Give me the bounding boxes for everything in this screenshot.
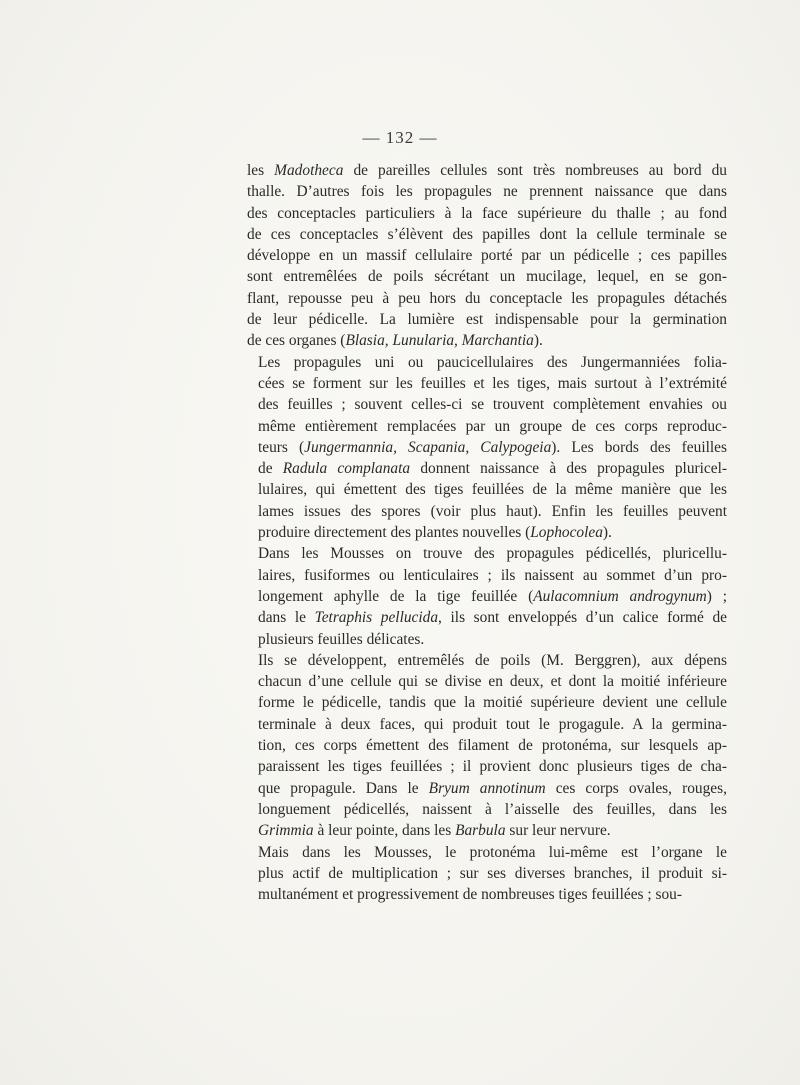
text-line	[247, 181, 727, 202]
text-line	[247, 863, 727, 884]
italic-term: Aulacomnium androgynum	[533, 587, 707, 605]
text-run: chacun d’une cellule qui se divise en deux, et dont la moitié inférieure	[258, 673, 727, 691]
text-line	[247, 203, 727, 224]
text-run: ). Les bords des feuilles	[551, 438, 727, 456]
text-run: des feuilles ; souvent celles-ci se trouvent complètement envahies ou	[258, 396, 727, 414]
text-run: plus actif de multiplication ; sur ses diverses branches, il produit si-	[258, 864, 727, 882]
italic-term: Bryum annotinum	[428, 779, 546, 797]
text-run: ) ;	[706, 587, 727, 605]
text-run: de ces conceptacles s’élèvent des papilles dont la cellule terminale se	[247, 225, 727, 243]
text-line	[247, 671, 727, 692]
text-run: multanément et progressivement de nombreuses tiges feuillées ; sou-	[258, 886, 682, 904]
text-line	[247, 437, 727, 458]
paragraph	[247, 160, 727, 352]
text-run: sur leur nervure.	[505, 822, 611, 840]
paragraph	[247, 352, 727, 544]
text-line	[247, 352, 727, 373]
italic-term: Tetraphis pellucida	[314, 609, 439, 627]
text-run: produire directement des plantes nouvelles (	[258, 524, 531, 542]
text-run: tion, ces corps émettent des filament de protonéma, sur lesquels ap-	[258, 737, 727, 755]
text-line	[247, 479, 727, 500]
text-run: Les propagules uni ou paucicellulaires des Jungermanniées folia-	[258, 353, 727, 371]
text-run: de pareilles cellules sont très nombreuses au bord du	[343, 162, 727, 179]
italic-term: Radula complanata	[282, 460, 411, 478]
body-text	[247, 160, 727, 905]
text-line	[247, 266, 727, 287]
text-line	[247, 373, 727, 394]
paragraph	[247, 543, 727, 649]
paragraph	[247, 842, 727, 906]
italic-term: Madotheca	[274, 162, 344, 179]
text-line	[247, 714, 727, 735]
text-line	[247, 650, 727, 671]
page-number: — 132 —	[362, 128, 438, 147]
text-line	[247, 501, 727, 522]
text-run: les	[247, 162, 275, 179]
text-run: , ils sont enveloppés d’un calice formé de	[438, 609, 728, 627]
text-run: forme le pédicelle, tandis que la moitié supérieure devient une cellule	[258, 694, 727, 712]
text-run: à leur pointe, dans les	[313, 822, 456, 840]
text-run: des conceptacles particuliers à la face supérieure du thalle ; au fond	[247, 204, 727, 222]
text-run: sont entremêlées de poils sécrétant un mucilage, lequel, en se gon-	[247, 268, 727, 286]
text-run: ces corps ovales, rouges,	[545, 779, 727, 797]
text-run: laires, fusiformes ou lenticulaires ; ils naissent au sommet d’un pro-	[258, 566, 727, 584]
text-line	[247, 884, 727, 905]
text-line	[247, 586, 727, 607]
text-run: lulaires, qui émettent des tiges feuillées de la même manière que les	[258, 481, 727, 499]
text-line	[247, 416, 727, 437]
text-run: longement aphylle de la tige feuillée (	[258, 587, 534, 605]
text-run: paraissent les tiges feuillées ; il provient donc plusieurs tiges de cha-	[258, 758, 727, 776]
text-line	[247, 756, 727, 777]
text-line	[247, 288, 727, 309]
text-line	[247, 607, 727, 628]
text-line	[247, 629, 727, 650]
text-run: lames issues des spores (voir plus haut). Enfin les feuilles peuvent	[258, 502, 727, 520]
italic-term: Jungermannia, Scapania, Calypogeia	[304, 438, 552, 456]
text-run: teurs (	[258, 438, 305, 456]
text-line	[247, 224, 727, 245]
text-run: développe en un massif cellulaire porté par un pédicelle ; ces papilles	[247, 247, 727, 265]
text-run: terminale à deux faces, qui produit tout le progagule. A la germina-	[258, 715, 727, 733]
text-run: flant, repousse peu à peu hors du conceptacle les propagules détachés	[247, 289, 727, 307]
text-line	[247, 543, 727, 564]
text-run: ).	[602, 524, 612, 542]
paragraph	[247, 650, 727, 842]
text-line	[247, 309, 727, 330]
text-line	[247, 565, 727, 586]
text-run: dans le	[258, 609, 315, 627]
text-line	[247, 245, 727, 266]
text-run: que propagule. Dans le	[258, 779, 429, 797]
text-line	[247, 842, 727, 863]
text-run: Ils se développent, entremêlés de poils (M. Berggren), aux dépens	[258, 651, 727, 669]
text-line	[247, 692, 727, 713]
italic-term: Grimmia	[258, 822, 314, 840]
text-line	[247, 799, 727, 820]
text-run: de ces organes (	[247, 332, 346, 350]
text-line	[247, 160, 727, 181]
text-line	[247, 820, 727, 841]
text-run: de leur pédicelle. La lumière est indispensable pour la germination	[247, 311, 727, 329]
text-line	[247, 522, 727, 543]
italic-term: Blasia, Lunularia, Marchantia	[345, 332, 534, 350]
text-line	[247, 735, 727, 756]
text-run: de	[258, 460, 283, 478]
text-run: plusieurs feuilles délicates.	[258, 630, 425, 648]
italic-term: Lophocolea	[530, 524, 603, 542]
italic-term: Barbula	[455, 822, 506, 840]
text-run: donnent naissance à des propagules pluricel-	[410, 460, 727, 478]
text-run: cées se forment sur les feuilles et les tiges, mais surtout à l’extrémité	[258, 374, 727, 392]
text-run: thalle. D’autres fois les propagules ne prennent naissance que dans	[247, 183, 727, 201]
text-run: ).	[533, 332, 543, 350]
text-run: Dans les Mousses on trouve des propagules pédicellés, pluricellu-	[258, 545, 727, 563]
text-run: longuement pédicellés, naissent à l’aisselle des feuilles, dans les	[258, 800, 727, 818]
text-line	[247, 778, 727, 799]
text-run: même entièrement remplacées par un groupe de ces corps reproduc-	[258, 417, 727, 435]
text-line	[247, 330, 727, 351]
text-line	[247, 458, 727, 479]
text-run: Mais dans les Mousses, le protonéma lui-même est l’organe le	[258, 843, 727, 861]
text-line	[247, 394, 727, 415]
